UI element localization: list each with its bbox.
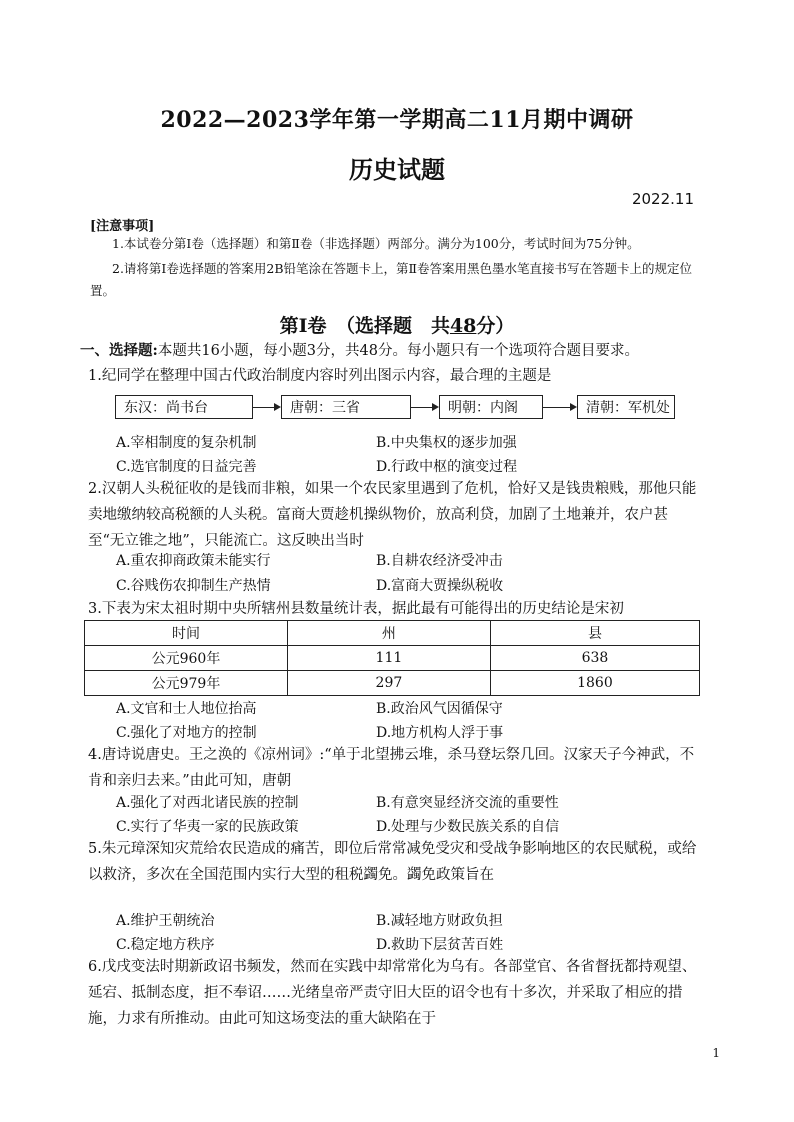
table-cell: 1860 [490,671,699,696]
table-cell: 公元979年 [85,671,288,696]
question-5-option-d: D.救助下层贫苦百姓 [376,937,504,953]
arrow-right-icon [543,407,575,408]
question-3-option-a: A.文官和士人地位抬高 [116,701,257,717]
question-4-option-c: C.实行了华夷一家的民族政策 [116,819,299,835]
question-1-stem: 1.纪同学在整理中国古代政治制度内容时列出图示内容，最合理的主题是 [88,368,552,384]
question-5-stem: 5.朱元璋深知灾荒给农民造成的痛苦，即位后常常减免受灾和受战争影响地区的农民赋税，或给以救济，多次在全国范围内实行大型的租税蠲免。蠲免政策旨在 [88,841,697,883]
part-1-score: 48 [449,315,477,337]
table-header: 州 [287,621,490,646]
question-6-stem: 6.戊戌变法时期新政诏书频发，然而在实践中却常常化为乌有。各部堂官、各省督抚都持观望、延宕、抵制态度，拒不奉诏……光绪皇帝严责守旧大臣的诏令也有十多次，并采取了相应的措施，力求有所推动。由此可知这场变法的重大缺陷在于 [88,959,697,1027]
flow-box: 明朝：内阁 [439,395,543,419]
question-3-option-d: D.地方机构人浮于事 [376,725,504,741]
table-cell: 公元960年 [85,646,288,671]
table-row [85,646,700,671]
question-5-option-a: A.维护王朝统治 [116,913,215,929]
question-1-option-d: D.行政中枢的演变过程 [376,459,518,475]
question-1-option-a: A.宰相制度的复杂机制 [116,435,257,451]
question-2-option-b: B.自耕农经济受冲击 [376,553,503,569]
arrow-right-icon [411,407,437,408]
question-3-stem: 3.下表为宋太祖时期中央所辖州县数量统计表，据此最有可能得出的历史结论是宋初 [88,601,624,617]
question-2-option-a: A.重农抑商政策未能实行 [116,553,271,569]
exam-title: 2022—2023学年第一学期高二11月期中调研 [160,107,634,133]
question-1-flowchart [115,393,675,423]
table-header: 县 [490,621,699,646]
question-2-option-d: D.富商大贾操纵税收 [376,578,504,594]
question-4-option-d: D.处理与少数民族关系的自信 [376,819,560,835]
notice-heading: [注意事项] [90,219,155,234]
question-4-option-b: B.有意突显经济交流的重要性 [376,795,559,811]
section-instruction [80,339,700,360]
notice-item-1: 1.本试卷分第Ⅰ卷（选择题）和第Ⅱ卷（非选择题）两部分。满分为100分，考试时间为75分钟。 [112,236,640,251]
table-row [85,671,700,696]
table-cell: 638 [490,646,699,671]
flow-box: 清朝：军机处 [577,395,675,419]
question-5-option-b: B.减轻地方财政负担 [376,913,503,929]
page-number: 1 [712,1046,720,1060]
question-1-option-c: C.选官制度的日益完善 [116,459,257,475]
part-1-heading-prefix: 第Ⅰ卷 （选择题 共 [279,315,450,337]
question-4-stem: 4.唐诗说唐史。王之涣的《凉州词》:“单于北望拂云堆，杀马登坛祭几回。汉家天子今神武，不肯和亲归去来。”由此可知，唐朝 [88,747,695,789]
question-2-option-c: C.谷贱伤农抑制生产热情 [116,578,271,594]
question-2-stem: 2.汉朝人头税征收的是钱而非粮，如果一个农民家里遇到了危机，恰好又是钱贵粮贱，那他只能卖地缴纳较高税额的人头税。富商大贾趁机操纵物价，放高利贷，加剧了土地兼并，农户甚至“无立锥之地”，只能流亡。这反映出当时 [88,481,697,549]
question-5-option-c: C.稳定地方秩序 [116,937,215,953]
section-text: 本题共16小题，每小题3分，共48分。每小题只有一个选项符合题目要求。 [157,343,639,359]
table-header: 时间 [85,621,288,646]
question-3-option-b: B.政治风气因循保守 [376,701,503,717]
flow-box: 东汉：尚书台 [115,395,253,419]
exam-subject: 历史试题 [349,155,445,184]
table-header-row [85,621,700,646]
table-cell: 111 [287,646,490,671]
section-label: 一、选择题: [80,342,158,359]
question-3-option-c: C.强化了对地方的控制 [116,725,257,741]
exam-date: 2022.11 [631,190,694,208]
notice-item-2: 2.请将第Ⅰ卷选择题的答案用2B铅笔涂在答题卡上，第Ⅱ卷答案用黑色墨水笔直接书写在答题卡上的规定位置。 [90,261,693,298]
arrow-right-icon [253,407,279,408]
question-3-table [84,620,700,696]
question-1-option-b: B.中央集权的逐步加强 [376,435,517,451]
part-1-heading-suffix: 分） [476,315,515,337]
question-4-option-a: A.强化了对西北诸民族的控制 [116,795,299,811]
part-1-heading [0,311,794,338]
table-cell: 297 [287,671,490,696]
flow-box: 唐朝：三省 [281,395,411,419]
